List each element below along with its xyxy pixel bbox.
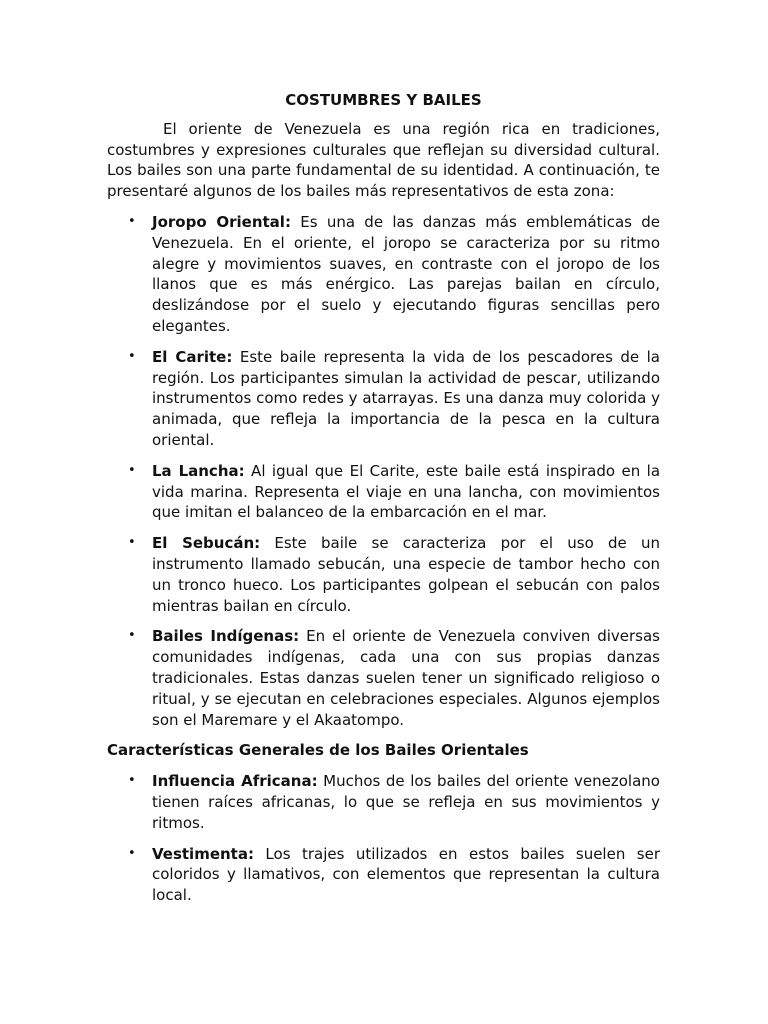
bullet-icon: • bbox=[128, 462, 136, 478]
bullet-icon: • bbox=[128, 348, 136, 364]
list-item-la-lancha bbox=[107, 461, 660, 523]
characteristic-term: Vestimenta: bbox=[152, 844, 254, 863]
list-item-joropo-oriental bbox=[107, 212, 660, 337]
dance-term: La Lancha: bbox=[152, 461, 245, 480]
list-item-influencia-africana bbox=[107, 771, 660, 833]
bullet-icon: • bbox=[128, 845, 136, 861]
bullet-icon: • bbox=[128, 535, 136, 551]
bullet-icon: • bbox=[128, 628, 136, 644]
dances-list bbox=[107, 212, 660, 730]
intro-paragraph: El oriente de Venezuela es una región rica en tradiciones, costumbres y expresiones culturales que reflejan su diversidad cultural. Los bailes son una parte fundamental de su identidad. A continuación, te presentaré algunos de los bailes más representativos de esta zona: bbox=[107, 119, 660, 201]
dance-description: Este baile se caracteriza por el uso de un instrumento llamado sebucán, una especie de tambor hecho con un tronco hueco. Los participantes golpean el sebucán con palos mientras bailan en círculo. bbox=[152, 534, 660, 615]
list-item-vestimenta bbox=[107, 844, 660, 906]
dance-description: Este baile representa la vida de los pescadores de la región. Los participantes simulan la actividad de pescar, utilizando instrumentos como redes y atarrayas. Es una danza muy colorida y animada, que refleja la importancia de la pesca en la cultura oriental. bbox=[152, 347, 661, 449]
characteristic-description: Los trajes utilizados en estos bailes suelen ser coloridos y llamativos, con elementos que representan la cultura local. bbox=[152, 844, 660, 905]
document-title: COSTUMBRES Y BAILES bbox=[285, 91, 482, 109]
bullet-icon: • bbox=[128, 773, 136, 789]
list-item-bailes-indigenas bbox=[107, 626, 660, 730]
dance-description: Al igual que El Carite, este baile está inspirado en la vida marina. Representa el viaje en una lancha, con movimientos que imitan el balanceo de la embarcación en el mar. bbox=[152, 461, 661, 522]
document-page bbox=[107, 90, 660, 916]
list-item-el-carite bbox=[107, 347, 660, 451]
characteristic-term: Influencia Africana: bbox=[152, 772, 318, 791]
dance-term: Joropo Oriental: bbox=[152, 212, 291, 231]
list-item-el-sebucan bbox=[107, 533, 660, 616]
dance-term: El Carite: bbox=[152, 347, 233, 366]
dance-description: En el oriente de Venezuela conviven diversas comunidades indígenas, cada una con sus propias danzas tradicionales. Estas danzas suelen tener un significado religioso o ritual, y se ejecutan en celebraciones especiales. Algunos ejemplos son el Maremare y el Akaatompo. bbox=[152, 627, 660, 729]
dance-description: Es una de las danzas más emblemáticas de Venezuela. En el oriente, el joropo se caracteriza por su ritmo alegre y movimientos suaves, en contraste con el joropo de los llanos que es más enérgico. Las parejas bailan en círculo, deslizándose por el suelo y ejecutando figuras sencillas pero elegantes. bbox=[152, 212, 660, 335]
characteristic-description: Muchos de los bailes del oriente venezolano tienen raíces africanas, lo que se refleja en sus movimientos y ritmos. bbox=[152, 772, 660, 832]
characteristics-list bbox=[107, 771, 660, 906]
section-heading: Características Generales de los Bailes Orientales bbox=[107, 741, 529, 760]
dance-term: Bailes Indígenas: bbox=[152, 627, 300, 646]
dance-term: El Sebucán: bbox=[152, 534, 261, 553]
bullet-icon: • bbox=[128, 213, 136, 229]
